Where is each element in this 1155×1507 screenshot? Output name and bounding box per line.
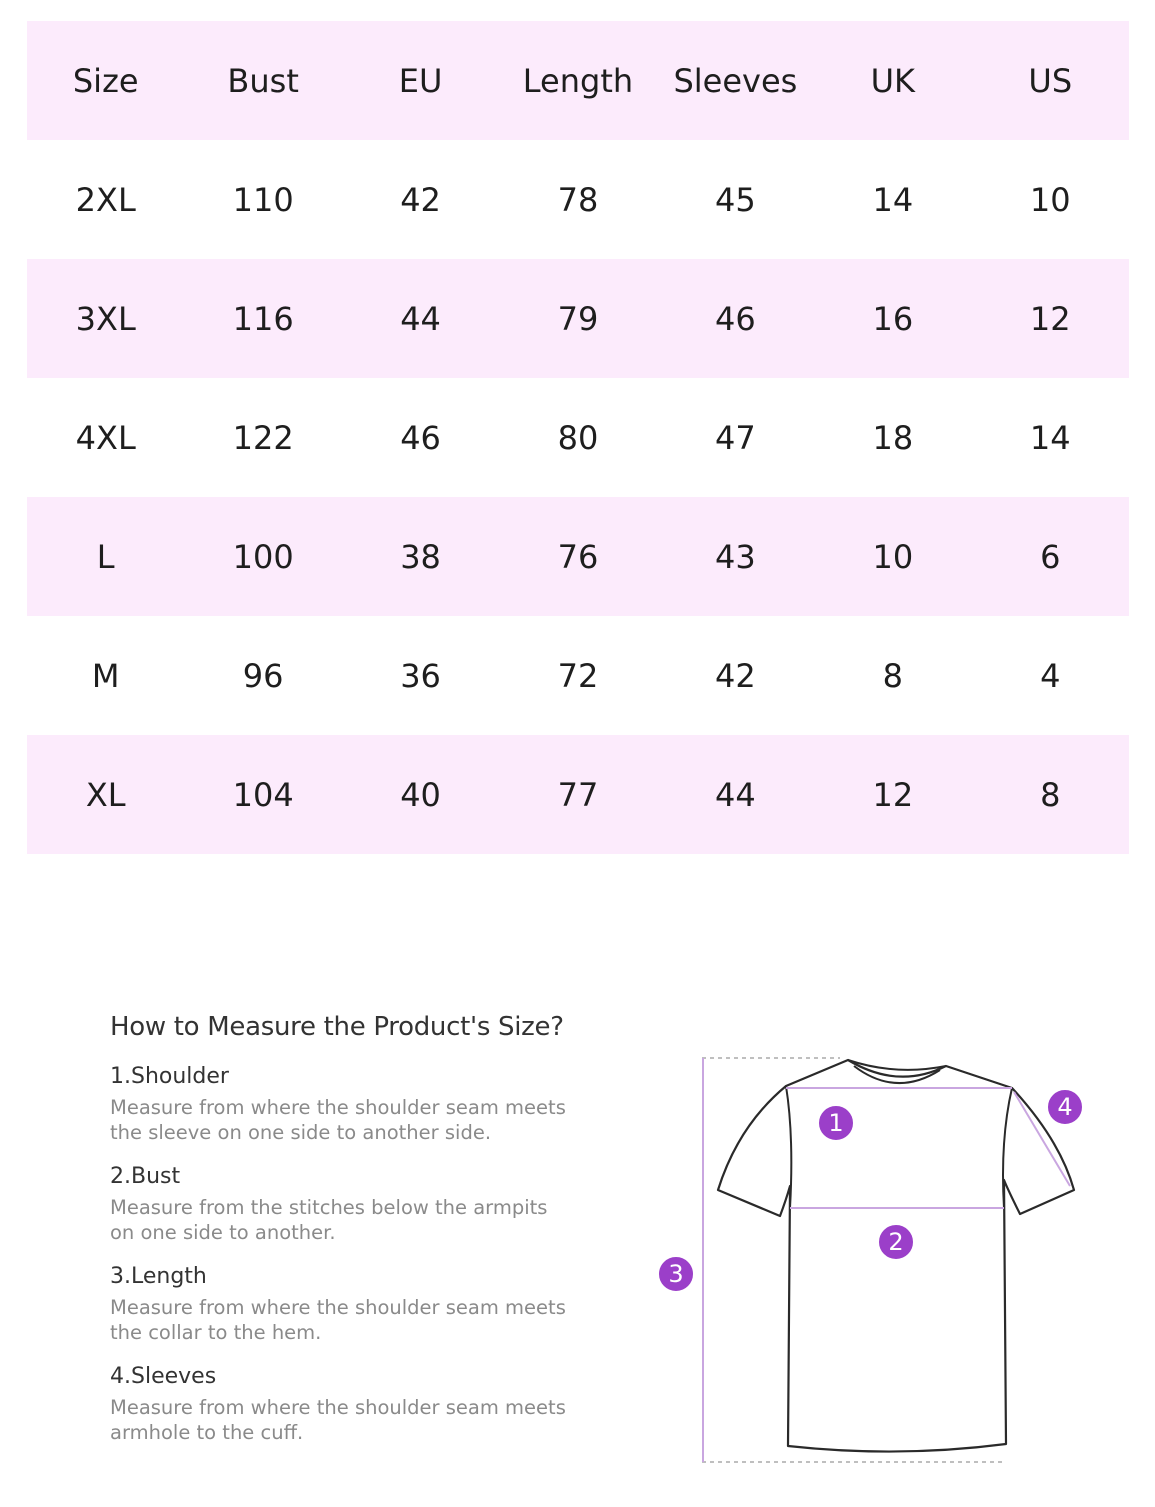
table-cell: 46 <box>715 299 756 338</box>
step-desc-line: Measure from where the shoulder seam meets <box>110 1396 566 1419</box>
table-row <box>27 259 1129 378</box>
table-cell: 42 <box>715 656 756 695</box>
step-sleeves <box>110 1364 630 1445</box>
step-desc <box>110 1395 630 1445</box>
header-length: Length <box>522 61 634 100</box>
table-cell: 10 <box>872 537 914 576</box>
header-size: Size <box>72 61 139 100</box>
table-row <box>27 378 1129 497</box>
table-cell: 16 <box>872 299 914 338</box>
step-title: 2.Bust <box>110 1164 181 1189</box>
step-desc-line: armhole to the cuff. <box>110 1421 304 1444</box>
table-cell: XL <box>85 775 126 814</box>
step-title: 4.Sleeves <box>110 1364 217 1389</box>
table-cell: 44 <box>400 299 441 338</box>
step-bust <box>110 1164 630 1245</box>
guide-title: How to Measure the Product's Size? <box>110 1012 564 1042</box>
step-shoulder <box>110 1064 630 1145</box>
table-cell: 80 <box>557 418 599 457</box>
header-eu: EU <box>398 61 443 100</box>
header-bust: Bust <box>227 61 299 100</box>
table-cell: 100 <box>232 537 294 576</box>
step-length <box>110 1264 630 1345</box>
header-sleeves: Sleeves <box>673 61 798 100</box>
table-cell: 8 <box>1040 775 1061 814</box>
table-row <box>27 497 1129 616</box>
table-cell: 104 <box>232 775 294 814</box>
table-cell: 43 <box>715 537 756 576</box>
table-cell: 4 <box>1040 656 1061 695</box>
step-desc-line: Measure from the stitches below the armpits <box>110 1196 548 1219</box>
step-desc-line: on one side to another. <box>110 1221 336 1244</box>
table-cell: 44 <box>715 775 756 814</box>
measurement-guide <box>110 1012 630 1464</box>
table-cell: M <box>91 656 120 695</box>
step-title: 3.Length <box>110 1264 207 1289</box>
table-cell: 116 <box>232 299 294 338</box>
table-header-row <box>27 21 1129 140</box>
table-cell: 46 <box>400 418 441 457</box>
table-cell: 14 <box>872 180 914 219</box>
table-cell: 3XL <box>75 299 136 338</box>
table-cell: 40 <box>400 775 441 814</box>
table-cell: 6 <box>1040 537 1061 576</box>
badge-shoulder: 1 <box>817 1104 855 1142</box>
table-cell: 76 <box>557 537 599 576</box>
step-desc-line: Measure from where the shoulder seam meets <box>110 1096 566 1119</box>
table-cell: 2XL <box>75 180 136 219</box>
table-row <box>27 140 1129 259</box>
step-title: 1.Shoulder <box>110 1064 229 1089</box>
table-cell: 96 <box>242 656 284 695</box>
table-cell: 36 <box>400 656 441 695</box>
step-desc <box>110 1195 630 1245</box>
table-cell: 45 <box>715 180 756 219</box>
table-cell: 8 <box>882 656 903 695</box>
badge-bust: 2 <box>877 1223 915 1261</box>
table-cell: 18 <box>872 418 914 457</box>
table-cell: 14 <box>1029 418 1071 457</box>
table-cell: 12 <box>872 775 914 814</box>
table-cell: 42 <box>400 180 441 219</box>
step-desc <box>110 1295 630 1345</box>
table-cell: 4XL <box>75 418 136 457</box>
table-cell: 110 <box>232 180 294 219</box>
table-row <box>27 616 1129 735</box>
step-desc-line: the sleeve on one side to another side. <box>110 1121 492 1144</box>
table-cell: 79 <box>557 299 599 338</box>
header-uk: UK <box>870 61 916 100</box>
badge-length: 3 <box>657 1255 695 1293</box>
table-cell: 122 <box>232 418 294 457</box>
table-row <box>27 735 1129 854</box>
header-us: US <box>1028 61 1073 100</box>
step-desc <box>110 1095 630 1145</box>
badge-sleeves: 4 <box>1046 1088 1084 1126</box>
size-chart-table <box>27 21 1129 854</box>
table-cell: 38 <box>400 537 441 576</box>
table-cell: 78 <box>557 180 599 219</box>
table-cell: 12 <box>1029 299 1071 338</box>
tshirt-diagram <box>640 1040 1120 1480</box>
table-cell: 72 <box>557 656 599 695</box>
table-cell: L <box>96 537 115 576</box>
step-desc-line: the collar to the hem. <box>110 1321 322 1344</box>
table-cell: 47 <box>715 418 756 457</box>
step-desc-line: Measure from where the shoulder seam meets <box>110 1296 566 1319</box>
table-cell: 10 <box>1029 180 1071 219</box>
table-cell: 77 <box>557 775 599 814</box>
